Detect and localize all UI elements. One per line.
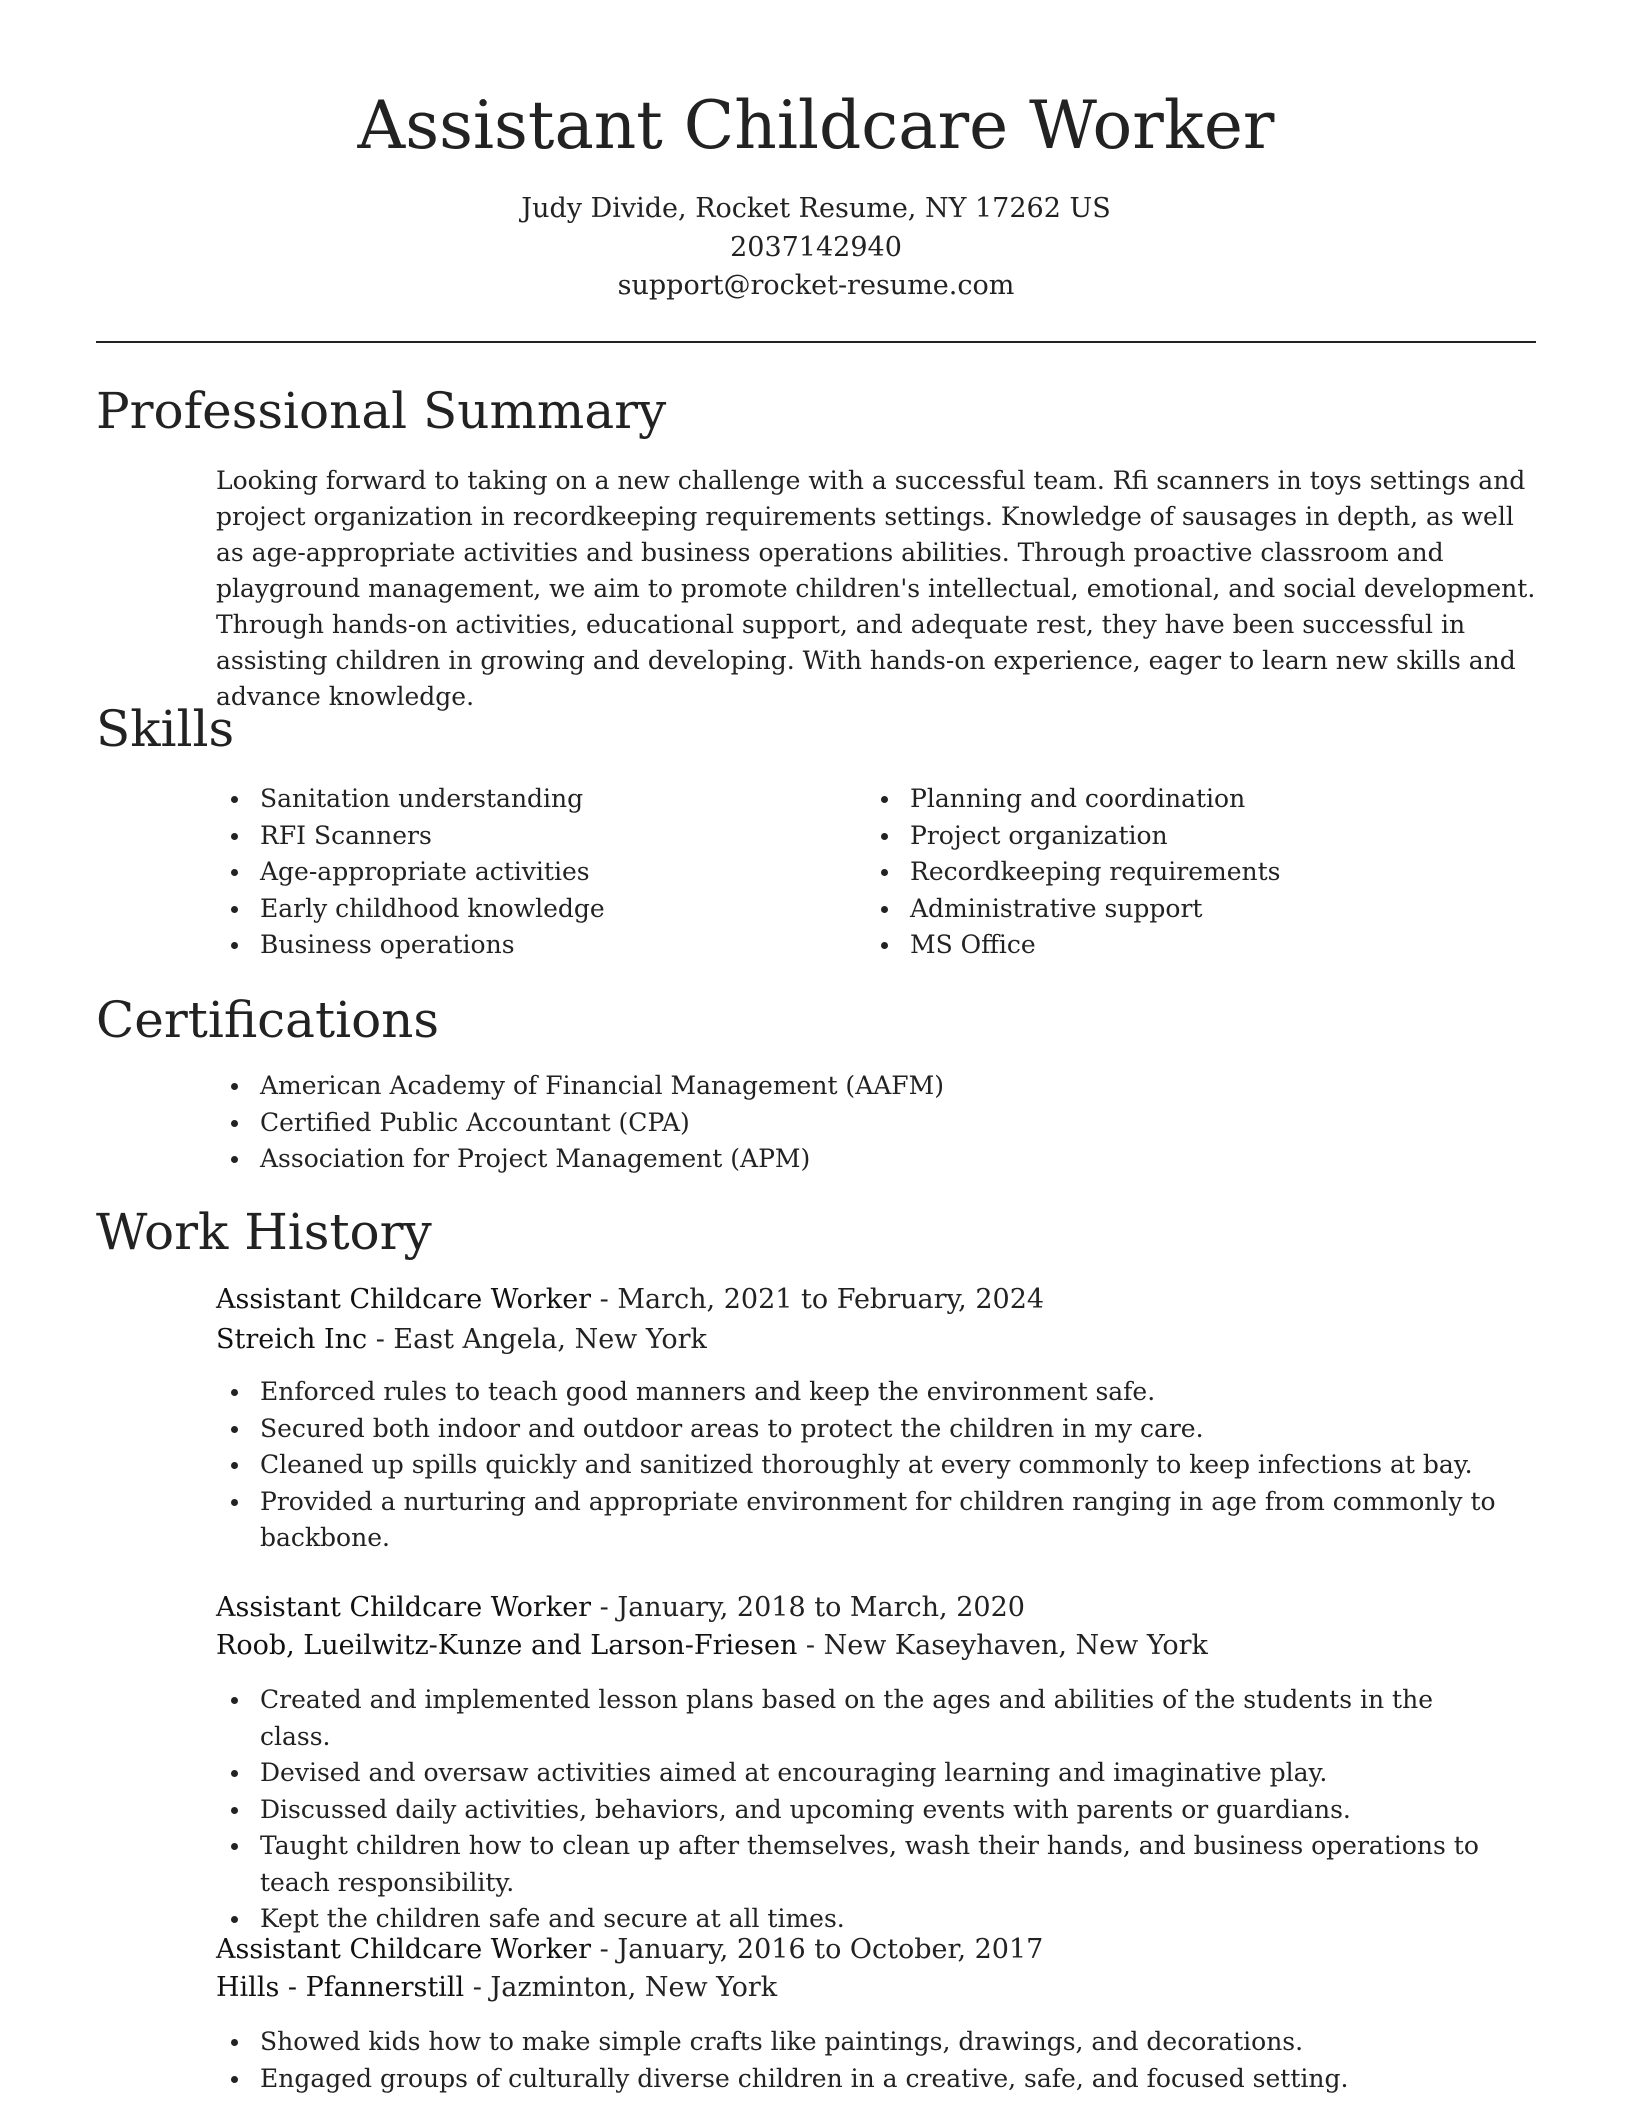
skills-heading: Skills (96, 700, 235, 758)
job-duty-item: Enforced rules to teach good manners and keep the environment safe. (216, 1374, 1506, 1411)
job-duty-item: Devised and oversaw activities aimed at encouraging learning and imaginative play. (216, 1755, 1506, 1792)
job-location: - East Angela, New York (367, 1324, 707, 1355)
job-duties-list (216, 2024, 1506, 2097)
job-duty-item: Cleaned up spills quickly and sanitized thoroughly at every commonly to keep infections at bay. (216, 1447, 1506, 1484)
job-duty-item: Kept the children safe and secure at all times. (216, 1901, 1506, 1938)
job-title: Assistant Childcare Worker (216, 1592, 592, 1623)
job-company-line (216, 1627, 1208, 1665)
skill-item: Sanitation understanding (216, 781, 856, 818)
job-duty-item: Discussed daily activities, behaviors, and upcoming events with parents or guardians. (216, 1792, 1506, 1829)
job-duties-list (216, 1374, 1506, 1557)
job-location: - New Kaseyhaven, New York (797, 1630, 1208, 1661)
job-company: Hills - Pfannerstill (216, 1972, 465, 2003)
skill-item: RFI Scanners (216, 818, 856, 855)
skill-item: Business operations (216, 927, 856, 964)
skills-list-right (866, 781, 1526, 964)
certifications-heading: Certifications (96, 991, 440, 1049)
summary-heading: Professional Summary (96, 382, 667, 440)
job-title: Assistant Childcare Worker (216, 1284, 592, 1315)
job-company: Streich Inc (216, 1324, 368, 1355)
certification-item: Association for Project Management (APM) (216, 1141, 1536, 1178)
job-duty-item: Taught children how to clean up after themselves, wash their hands, and business operations to teach responsibility. (216, 1828, 1506, 1901)
job-duty-item: Created and implemented lesson plans based on the ages and abilities of the students in the class. (216, 1682, 1506, 1755)
job-dates: - March, 2021 to February, 2024 (591, 1284, 1045, 1315)
job-duty-item: Secured both indoor and outdoor areas to protect the children in my care. (216, 1411, 1506, 1448)
skills-list-left (216, 781, 856, 964)
job-company: Roob, Lueilwitz-Kunze and Larson-Friesen (216, 1630, 798, 1661)
job-title-line (216, 1589, 1025, 1627)
header-divider (96, 341, 1536, 343)
summary-text: Looking forward to taking on a new challenge with a successful team. Rfi scanners in toys settings and project organization in recordkeeping requirements settings. Knowledge of sausages in depth, as well as age-appropriate activities and business operations abilities. Through proactive classroom and playground management, we aim to promote children's intellectual, emotional, and social development. Through hands-on activities, educational support, and adequate rest, they have been successful in assisting children in growing and developing. With hands-on experience, eager to learn new skills and advance knowledge. (216, 466, 1536, 711)
skill-item: MS Office (866, 927, 1526, 964)
job-title-line (216, 1931, 1043, 1969)
job-dates: - January, 2018 to March, 2020 (591, 1592, 1025, 1623)
job-title-line (216, 1281, 1044, 1319)
work-history-heading: Work History (96, 1203, 432, 1261)
job-location: - Jazminton, New York (464, 1972, 778, 2003)
contact-phone: 2037142940 (730, 232, 902, 263)
skill-item: Age-appropriate activities (216, 854, 856, 891)
skill-item: Administrative support (866, 891, 1526, 928)
skill-item: Planning and coordination (866, 781, 1526, 818)
resume-name: Assistant Childcare Worker (357, 87, 1275, 164)
job-company-line (216, 1321, 707, 1359)
job-duties-list (216, 1682, 1506, 1938)
job-duty-item: Engaged groups of culturally diverse children in a creative, safe, and focused setting. (216, 2061, 1506, 2098)
contact-email: support@rocket-resume.com (617, 270, 1015, 301)
job-company-line (216, 1969, 777, 2007)
skill-item: Project organization (866, 818, 1526, 855)
skill-item: Recordkeeping requirements (866, 854, 1526, 891)
job-title: Assistant Childcare Worker (216, 1934, 592, 1965)
job-dates: - January, 2016 to October, 2017 (591, 1934, 1044, 1965)
skill-item: Early childhood knowledge (216, 891, 856, 928)
certification-item: Certified Public Accountant (CPA) (216, 1105, 1536, 1142)
certification-item: American Academy of Financial Management (AAFM) (216, 1068, 1536, 1105)
contact-address: Judy Divide, Rocket Resume, NY 17262 US (521, 193, 1111, 224)
job-duty-item: Showed kids how to make simple crafts like paintings, drawings, and decorations. (216, 2024, 1506, 2061)
job-duty-item: Provided a nurturing and appropriate environment for children ranging in age from commonly to backbone. (216, 1484, 1506, 1557)
certifications-list (216, 1068, 1536, 1178)
